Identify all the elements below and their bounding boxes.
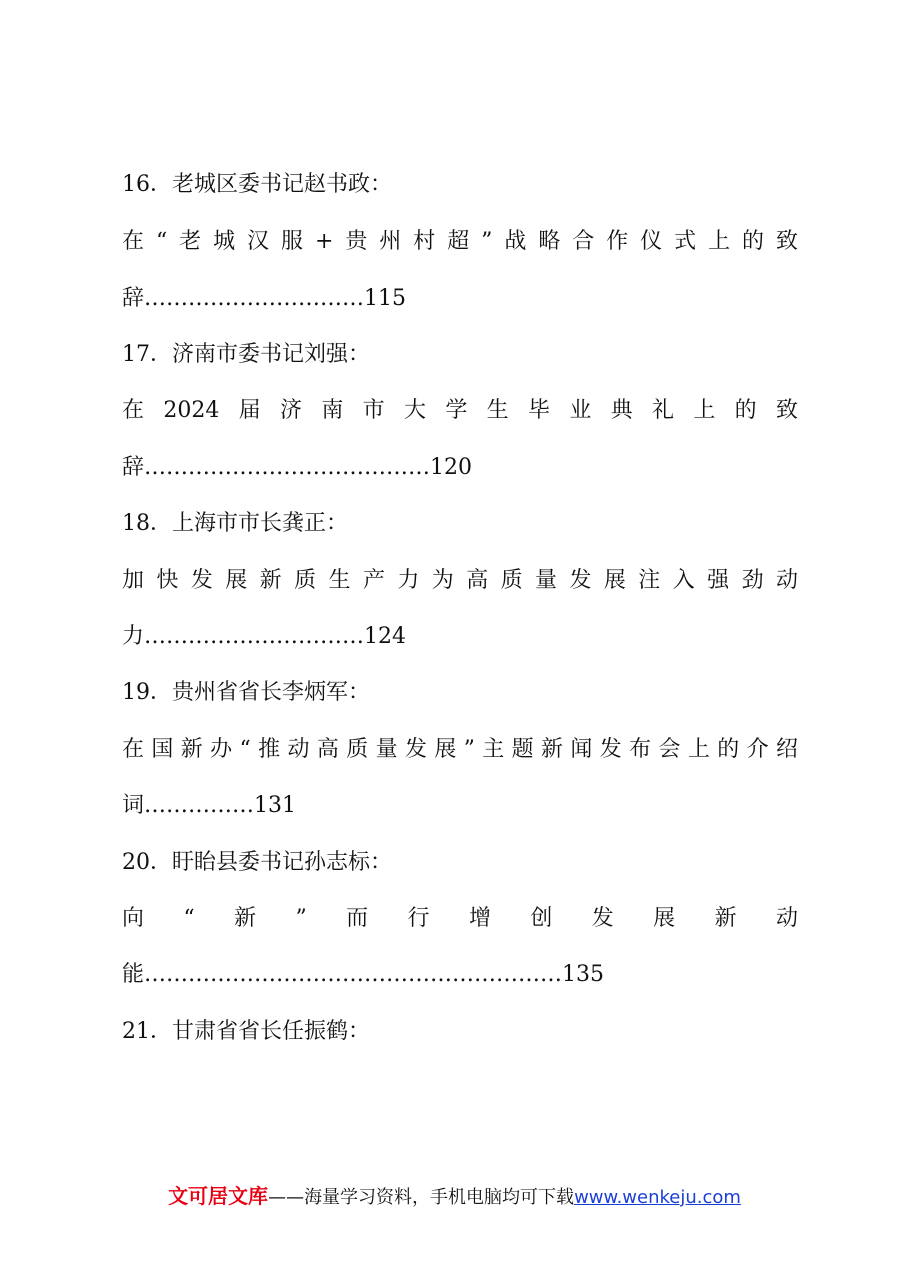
toc-heading-16: 16．老城区委书记赵书政：	[122, 172, 392, 197]
toc-heading-18: 18．上海市市长龚正：	[122, 511, 348, 536]
toc-title-20-line1: 向“新”而行增创发展新动	[122, 906, 798, 931]
footer-brand: 文可居文库	[168, 1184, 269, 1208]
toc-heading-17: 17．济南市委书记刘强：	[122, 342, 370, 367]
toc-heading-21: 21．甘肃省省长任振鹤：	[122, 1019, 370, 1044]
toc-title-16-line2: 辞…………………………115	[122, 286, 406, 311]
toc-title-16-line1: 在“老城汉服+贵州村超”战略合作仪式上的致	[122, 229, 798, 254]
toc-title-19-line2: 词……………131	[122, 793, 296, 818]
toc-title-19-line1: 在国新办“推动高质量发展”主题新闻发布会上的介绍	[122, 737, 798, 762]
toc-title-17-line2: 辞…………………………………120	[122, 455, 472, 480]
footer-tagline: ——海量学习资料，手机电脑均可下载	[268, 1187, 575, 1208]
toc-title-17-line1: 在2024届济南市大学生毕业典礼上的致	[122, 398, 798, 423]
toc-title-18-line1: 加快发展新质生产力为高质量发展注入强劲动	[122, 568, 798, 593]
toc-heading-19: 19．贵州省省长李炳军：	[122, 680, 370, 705]
footer-banner	[0, 1183, 909, 1211]
toc-title-18-line2: 力…………………………124	[122, 624, 406, 649]
footer-website-link[interactable]: www.wenkeju.com	[574, 1187, 741, 1208]
toc-title-20-line2: 能…………………………………………………135	[122, 962, 604, 987]
toc-heading-20: 20．盱眙县委书记孙志标：	[122, 850, 392, 875]
